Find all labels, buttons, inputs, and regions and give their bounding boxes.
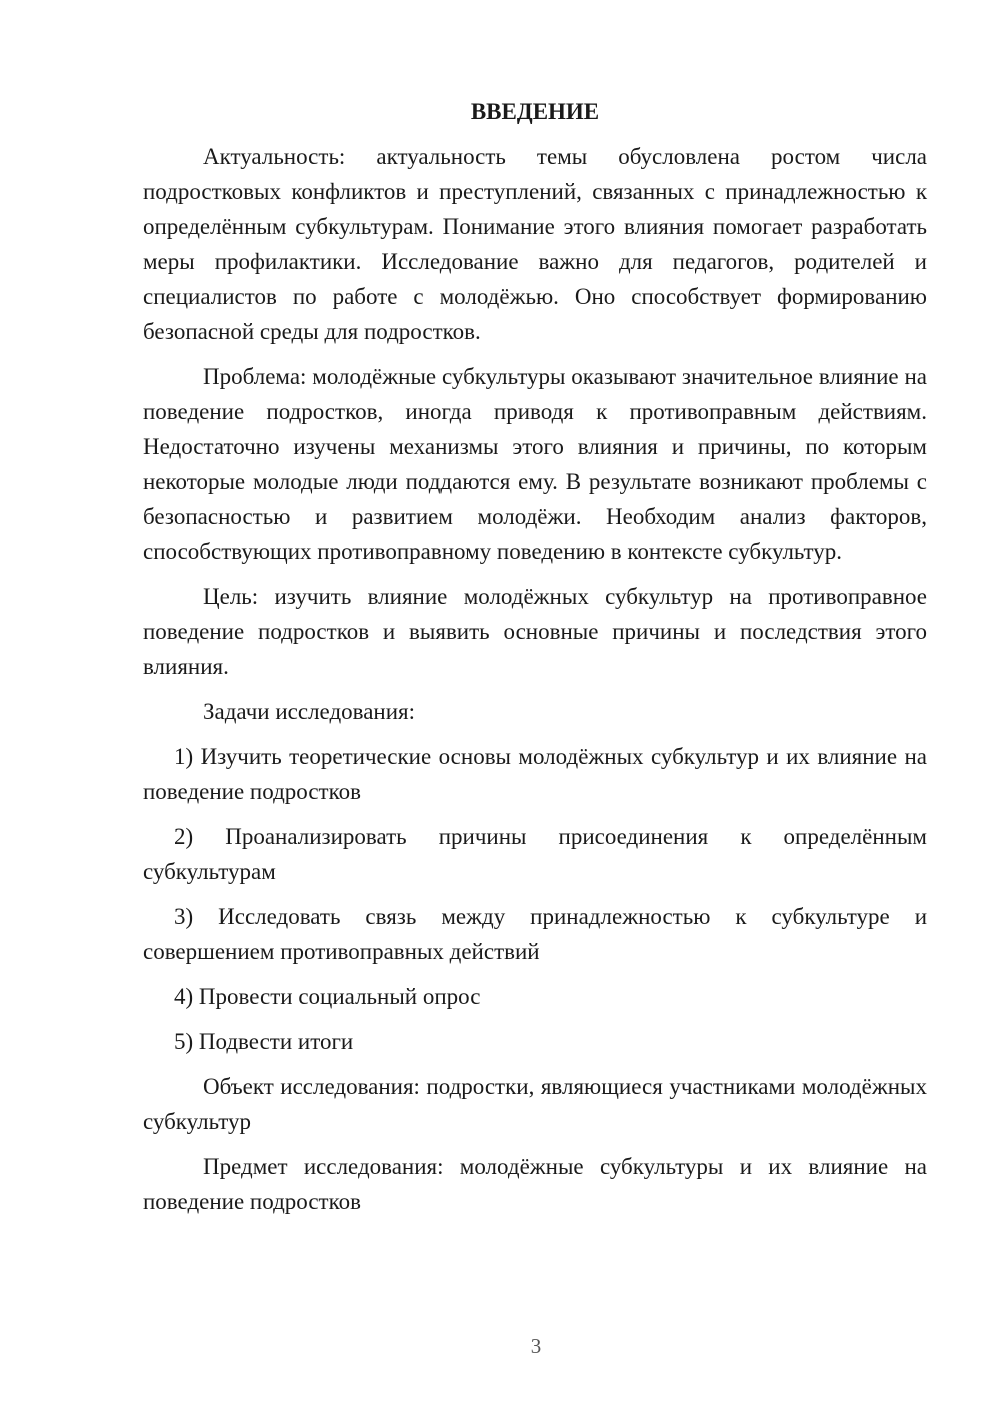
task-item-2: 2) Проанализировать причины присоединения к определённым субкультурам (143, 824, 927, 884)
tasks-heading: Задачи исследования: (203, 699, 416, 724)
task-item-3: 3) Исследовать связь между принадлежностью к субкультуре и совершением противоправных действий (143, 904, 927, 964)
task-item-5: 5) Подвести итоги (174, 1029, 354, 1054)
page-content (143, 94, 927, 1219)
section-title: ВВЕДЕНИЕ (470, 99, 600, 124)
object-paragraph: Объект исследования: подростки, являющиеся участниками молодёжных субкультур (143, 1074, 927, 1134)
problem-paragraph: Проблема: молодёжные субкультуры оказывают значительное влияние на поведение подростков, иногда приводя к противоправным действиям. Недостаточно изучены механизмы этого влияния и причины, по которым некоторые молодые люди поддаются ему. В результате возникают проблемы с безопасностью и развитием молодёжи. Необходим анализ факторов, способствующих противоправному поведению в контексте субкультур. (143, 364, 927, 564)
goal-paragraph: Цель: изучить влияние молодёжных субкультур на противоправное поведение подростков и выявить основные причины и последствия этого влияния. (143, 584, 927, 679)
page-number: 3 (530, 1334, 542, 1358)
relevance-paragraph: Актуальность: актуальность темы обусловлена ростом числа подростковых конфликтов и преступлений, связанных с принадлежностью к определённым субкультурам. Понимание этого влияния помогает разработать меры профилактики. Исследование важно для педагогов, родителей и специалистов по работе с молодёжью. Оно способствует формированию безопасной среды для подростков. (143, 144, 927, 344)
task-item-4: 4) Провести социальный опрос (174, 984, 481, 1009)
subject-paragraph: Предмет исследования: молодёжные субкультуры и их влияние на поведение подростков (143, 1154, 927, 1214)
task-item-1: 1) Изучить теоретические основы молодёжных субкультур и их влияние на поведение подростков (143, 744, 927, 804)
